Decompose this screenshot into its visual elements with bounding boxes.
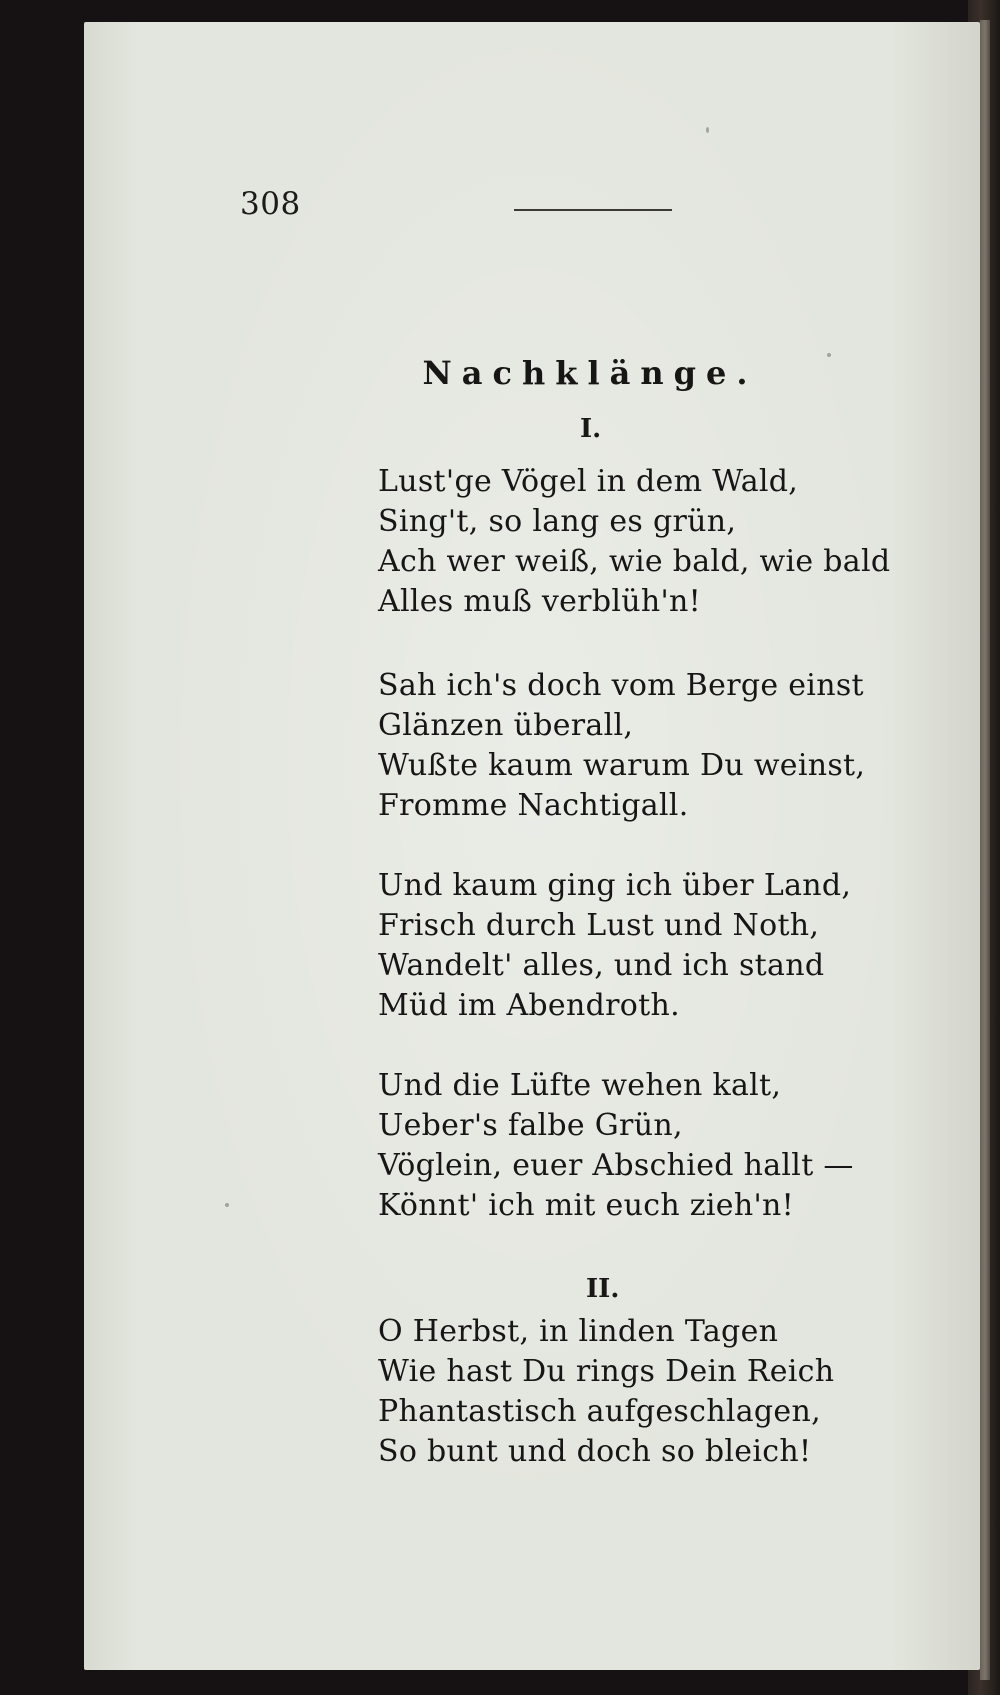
verse-line: Ach wer weiß, wie bald, wie bald [378, 544, 891, 579]
header-rule [514, 209, 672, 211]
stanza [378, 1066, 854, 1226]
verse-line: So bunt und doch so bleich! [378, 1434, 812, 1469]
verse-line: Wandelt' alles, und ich stand [378, 948, 825, 983]
verse-line: Ueber's falbe Grün, [378, 1108, 683, 1143]
verse-line: Phantastisch aufgeschlagen, [378, 1394, 821, 1429]
verse-line: Wie hast Du rings Dein Reich [378, 1354, 835, 1389]
verse-line: Sah ich's doch vom Berge einst [378, 668, 864, 703]
verse-line: Vöglein, euer Abschied hallt — [378, 1148, 854, 1183]
verse-line: O Herbst, in linden Tagen [378, 1314, 779, 1349]
paper-speck [706, 127, 709, 133]
poem-title: Nachklänge. [422, 354, 758, 392]
verse-line: Alles muß verblüh'n! [378, 584, 701, 619]
stanza [378, 1312, 834, 1472]
stanza [378, 462, 890, 622]
verse-line: Und die Lüfte wehen kalt, [378, 1068, 782, 1103]
verse-line: Frisch durch Lust und Noth, [378, 908, 820, 943]
verse-line: Und kaum ging ich über Land, [378, 868, 852, 903]
verse-line: Könnt' ich mit euch zieh'n! [378, 1188, 794, 1223]
verse-line: Fromme Nachtigall. [378, 788, 689, 823]
stanza [378, 666, 865, 826]
verse-line: Lust'ge Vögel in dem Wald, [378, 464, 799, 499]
section-numeral: II. [586, 1274, 620, 1304]
stanza [378, 866, 851, 1026]
verse-line: Glänzen überall, [378, 708, 634, 743]
paper-speck [827, 353, 831, 357]
verse-line: Sing't, so lang es grün, [378, 504, 737, 539]
page-number: 308 [240, 186, 301, 222]
verse-line: Müd im Abendroth. [378, 988, 680, 1023]
paper-speck [225, 1203, 229, 1207]
section-numeral: I. [580, 414, 602, 444]
verse-line: Wußte kaum warum Du weinst, [378, 748, 866, 783]
page-edges [980, 20, 990, 1680]
